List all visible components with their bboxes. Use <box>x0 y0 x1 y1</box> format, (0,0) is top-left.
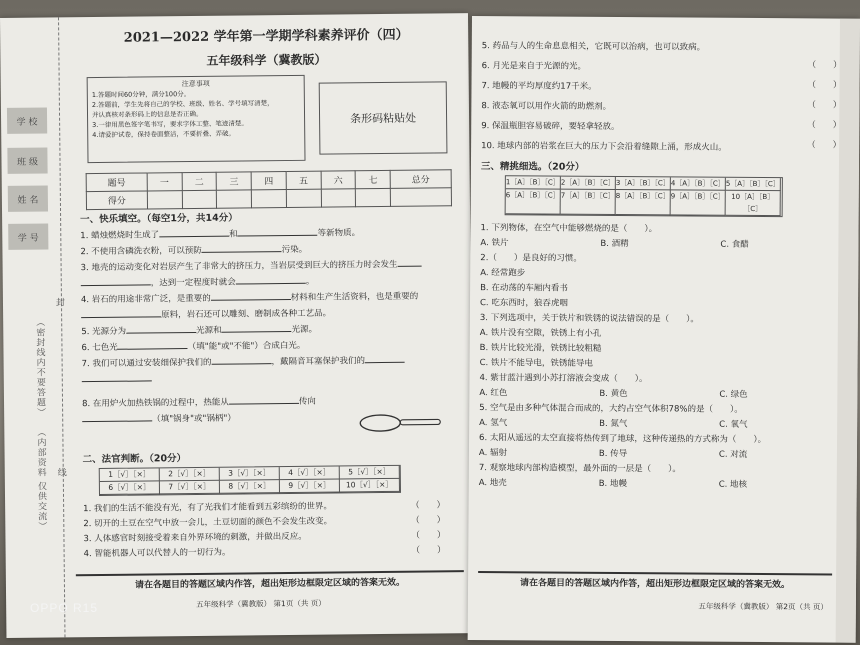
score-cell <box>321 189 356 207</box>
question-stem: 4. 紫甘蓝汁遇到小苏打溶液会变成（ ）。 <box>479 373 648 385</box>
answer-cell[interactable]: 1［√］［×］ <box>100 468 160 482</box>
page-number: 五年级科学（冀教版） 第2页（共 页） <box>698 601 828 612</box>
score-cell <box>147 191 182 209</box>
score-header-cell: 六 <box>321 171 356 189</box>
score-header-cell: 总分 <box>390 170 451 189</box>
answer-cell[interactable]: 7［A］［B］［C］ <box>561 190 616 215</box>
judgment-item: 9. 保温瓶胆容易破碎，要轻拿轻放。 <box>481 121 620 133</box>
answer-paren: （ ） <box>807 80 842 91</box>
options-row: A. 辐射 B. 传导 C. 对流 <box>478 448 748 460</box>
judgment-item: 8. 液态氧可以用作火箭的助燃剂。 <box>481 101 612 112</box>
answer-cell[interactable]: 4［√］［×］ <box>280 466 340 480</box>
answer-paren: （ ） <box>807 100 842 111</box>
answer-cell[interactable]: 9［A］［B］［C］ <box>671 190 726 215</box>
answer-cell[interactable]: 4［A］［B］［C］ <box>671 177 726 190</box>
question-item: 4. 岩石的用途非常广泛，是重要的 材料和生产生活资料，也是重要的 <box>80 291 419 306</box>
question-stem: 3. 下列选项中，关于铁片和铁锈的说法错误的是（ ）。 <box>479 313 699 325</box>
score-cell <box>182 190 217 208</box>
camera-watermark: OPPO R15 <box>30 601 99 615</box>
score-header-cell: 题号 <box>86 173 147 192</box>
score-cell <box>251 190 286 208</box>
score-header-cell: 五 <box>286 171 321 189</box>
note-line: 3.一律用黑色签字笔书写，要求字体工整、笔迹清楚。 <box>92 119 248 130</box>
question-item: 原料，岩石还可以雕刻、磨制成各种工艺品。 <box>81 304 453 324</box>
score-cell <box>356 188 391 206</box>
answer-cell[interactable]: 8［√］［×］ <box>220 480 280 494</box>
question-item: 1. 蜡烛燃烧时生成了 和 等新物质。 <box>80 224 452 244</box>
section-title: 二、法官判断。（20分） <box>82 453 187 466</box>
class-label: 班 级 <box>7 148 47 174</box>
answer-cell[interactable]: 8［A］［B］［C］ <box>616 190 671 215</box>
answer-area-notice: 请在各题目的答题区域内作答，超出矩形边框限定区域的答案无效。 <box>478 571 832 590</box>
options-row: A. 氢气 B. 氮气 C. 氧气 <box>479 418 748 430</box>
section-fill-blank <box>80 205 454 428</box>
options-row: A. 红色 B. 黄色 C. 绿色 <box>479 388 748 400</box>
question-item: 6. 七色光 （填"能"或"不能"）合成白光。 <box>81 340 306 354</box>
frying-pan-illustration <box>358 411 442 434</box>
score-header-cell: 一 <box>147 173 182 191</box>
judgment-item: 1. 我们的生活不能没有光，有了光我们才能看到五彩缤纷的世界。 <box>83 501 333 515</box>
judgment-item: 4. 智能机器人可以代替人的一切行为。 <box>83 547 231 560</box>
note-line: 4.请爱护试卷，保持卷面整洁，不要折叠、弄破。 <box>92 129 235 140</box>
score-header-cell: 四 <box>251 172 286 190</box>
answer-paren: （ ） <box>411 515 446 526</box>
score-cell <box>286 189 321 207</box>
options-row: A. 经常跑步 <box>480 268 526 279</box>
note-line: 1.答题时间60分钟，满分100分。 <box>91 90 191 100</box>
judgment-item: 2. 切开的土豆在空气中放一会儿，土豆切面的颜色不会发生改变。 <box>83 516 333 530</box>
score-table <box>86 169 452 210</box>
options-row: C. 吃东西时，狼吞虎咽 <box>479 298 568 309</box>
answer-cell[interactable]: 2［√］［×］ <box>160 468 220 482</box>
question-item: 5. 光源分为 光源和 光源。 <box>81 320 453 340</box>
notes-title: 注意事项 <box>181 79 210 89</box>
question-stem: 6. 太阳从遥远的太空直接将热传到了地球，这种传递热的方式称为（ ）。 <box>479 433 767 446</box>
question-stem: 2.（ ）是良好的习惯。 <box>480 253 582 264</box>
answer-paren: （ ） <box>807 120 842 131</box>
answer-cell[interactable]: 9［√］［×］ <box>280 479 340 493</box>
answer-cell[interactable]: 10［√］［×］ <box>340 479 400 493</box>
page-number: 五年级科学（冀教版） 第1页（共 页） <box>196 598 326 609</box>
student-id-label: 学 号 <box>8 224 48 250</box>
score-header-cell: 三 <box>216 172 251 190</box>
school-label: 学 校 <box>7 108 47 134</box>
note-line: 2.答题前，学生先将自己的学校、班级、姓名、学号填写清楚， <box>91 99 274 110</box>
answer-cell[interactable]: 2［A］［B］［C］ <box>561 177 616 190</box>
judgment-items-continued <box>481 36 842 158</box>
section-true-false <box>83 445 456 562</box>
section-title: 三、精挑细选。（20分） <box>480 161 585 173</box>
barcode-area: 条形码粘贴处 <box>319 81 448 154</box>
judgment-item: 5. 药品与人的生命息息相关，它既可以治病，也可以致病。 <box>481 41 706 53</box>
name-label: 姓 名 <box>8 186 48 212</box>
exam-page-left <box>0 13 474 638</box>
answer-paren: （ ） <box>411 530 446 541</box>
exam-title: 2021—2022 学年第一学期学科素养评价（四） <box>123 27 409 46</box>
question-item: ，达到一定程度时就会 。 <box>81 272 453 292</box>
question-item <box>82 368 454 388</box>
score-row-label: 得分 <box>86 191 147 210</box>
judgment-item: 3. 人体感官时刻接受着来自外界环境的刺激，并做出反应。 <box>83 531 307 545</box>
answer-cell[interactable]: 5［√］［×］ <box>340 466 400 480</box>
answer-cell[interactable]: 10［A］［B］［C］ <box>726 191 781 216</box>
section-title: 一、快乐填空。（每空1分，共14分） <box>80 212 238 226</box>
question-stem: 7. 观察地球内部构造模型，最外面的一层是（ ）。 <box>478 463 681 475</box>
exam-page-right <box>468 16 860 643</box>
answer-cell[interactable]: 5［A］［B］［C］ <box>726 178 781 191</box>
options-row: A. 地壳 B. 地幔 C. 地核 <box>478 478 748 490</box>
question-item: （填"锅身"或"锅柄"） <box>82 408 454 428</box>
question-item: 8. 在用炉火加热铁锅的过程中，热能从 传向 <box>82 392 454 412</box>
options-row: B. 在动荡的车厢内看书 <box>480 283 568 294</box>
answer-paren: （ ） <box>411 500 446 511</box>
judgment-item: 6. 月光是来自于光源的光。 <box>481 61 587 72</box>
score-header-cell: 七 <box>356 170 391 188</box>
internal-use-text: （内部资料 仅供交流） <box>35 427 47 532</box>
line-mark: 线 <box>55 467 66 478</box>
answer-area-notice: 请在各题目的答题区域内作答，超出矩形边框限定区域的答案无效。 <box>76 570 464 591</box>
question-item: 7. 我们可以通过安装细保护我们的 ，戴隔音耳塞保护我们的 <box>82 352 454 372</box>
answer-grid-multiple-choice <box>505 175 783 217</box>
answer-cell[interactable]: 3［√］［×］ <box>220 467 280 481</box>
answer-cell[interactable]: 6［√］［×］ <box>100 481 160 495</box>
question-stem: 1. 下列物体，在空气中能够燃烧的是（ ）。 <box>480 223 658 235</box>
score-cell <box>217 190 252 208</box>
exam-subtitle: 五年级科学（冀教版） <box>206 52 327 68</box>
answer-paren: （ ） <box>807 140 842 151</box>
score-cell <box>390 188 451 207</box>
score-header-cell: 二 <box>182 172 217 190</box>
question-item: 3. 地壳的运动变化对岩层产生了非常大的挤压力，当岩层受到巨大的挤压力时会发生 <box>81 256 453 276</box>
judgment-item: 10. 地球内部的岩浆在巨大的压力下会沿着缝隙上涌，形成火山。 <box>481 141 727 153</box>
answer-paren: （ ） <box>411 545 446 556</box>
answer-paren: （ ） <box>807 60 842 71</box>
options-row: C. 铁片不能导电，铁锈能导电 <box>479 358 593 369</box>
seal-mark: 封 <box>53 297 65 308</box>
answer-cell[interactable]: 1［A］［B］［C］ <box>506 176 561 189</box>
question-item: 2. 不使用含磷洗衣粉，可以预防 污染。 <box>80 240 452 260</box>
answer-grid-true-false <box>99 465 401 496</box>
seal-line-text: （密封线内不要答题） <box>34 317 46 418</box>
seal-gutter <box>0 17 65 638</box>
notes-box <box>87 75 306 163</box>
options-row: A. 铁片 B. 酒精 C. 食醋 <box>480 238 749 250</box>
options-row: A. 铁片没有空隙，铁锈上有小孔 <box>479 328 602 339</box>
answer-cell[interactable]: 7［√］［×］ <box>160 481 220 495</box>
question-stem: 5. 空气是由多种气体混合而成的，大约占空气体积78%的是（ ）。 <box>479 403 743 415</box>
section-multiple-choice <box>479 156 841 494</box>
note-line: 并认真核对条形码上的信息是否正确。 <box>91 109 203 120</box>
judgment-item: 7. 地幔的平均厚度约17千米。 <box>481 81 597 92</box>
answer-cell[interactable]: 6［A］［B］［C］ <box>506 189 561 214</box>
options-row: B. 铁片比较光滑，铁锈比较粗糙 <box>479 343 602 354</box>
answer-cell[interactable]: 3［A］［B］［C］ <box>616 177 671 190</box>
